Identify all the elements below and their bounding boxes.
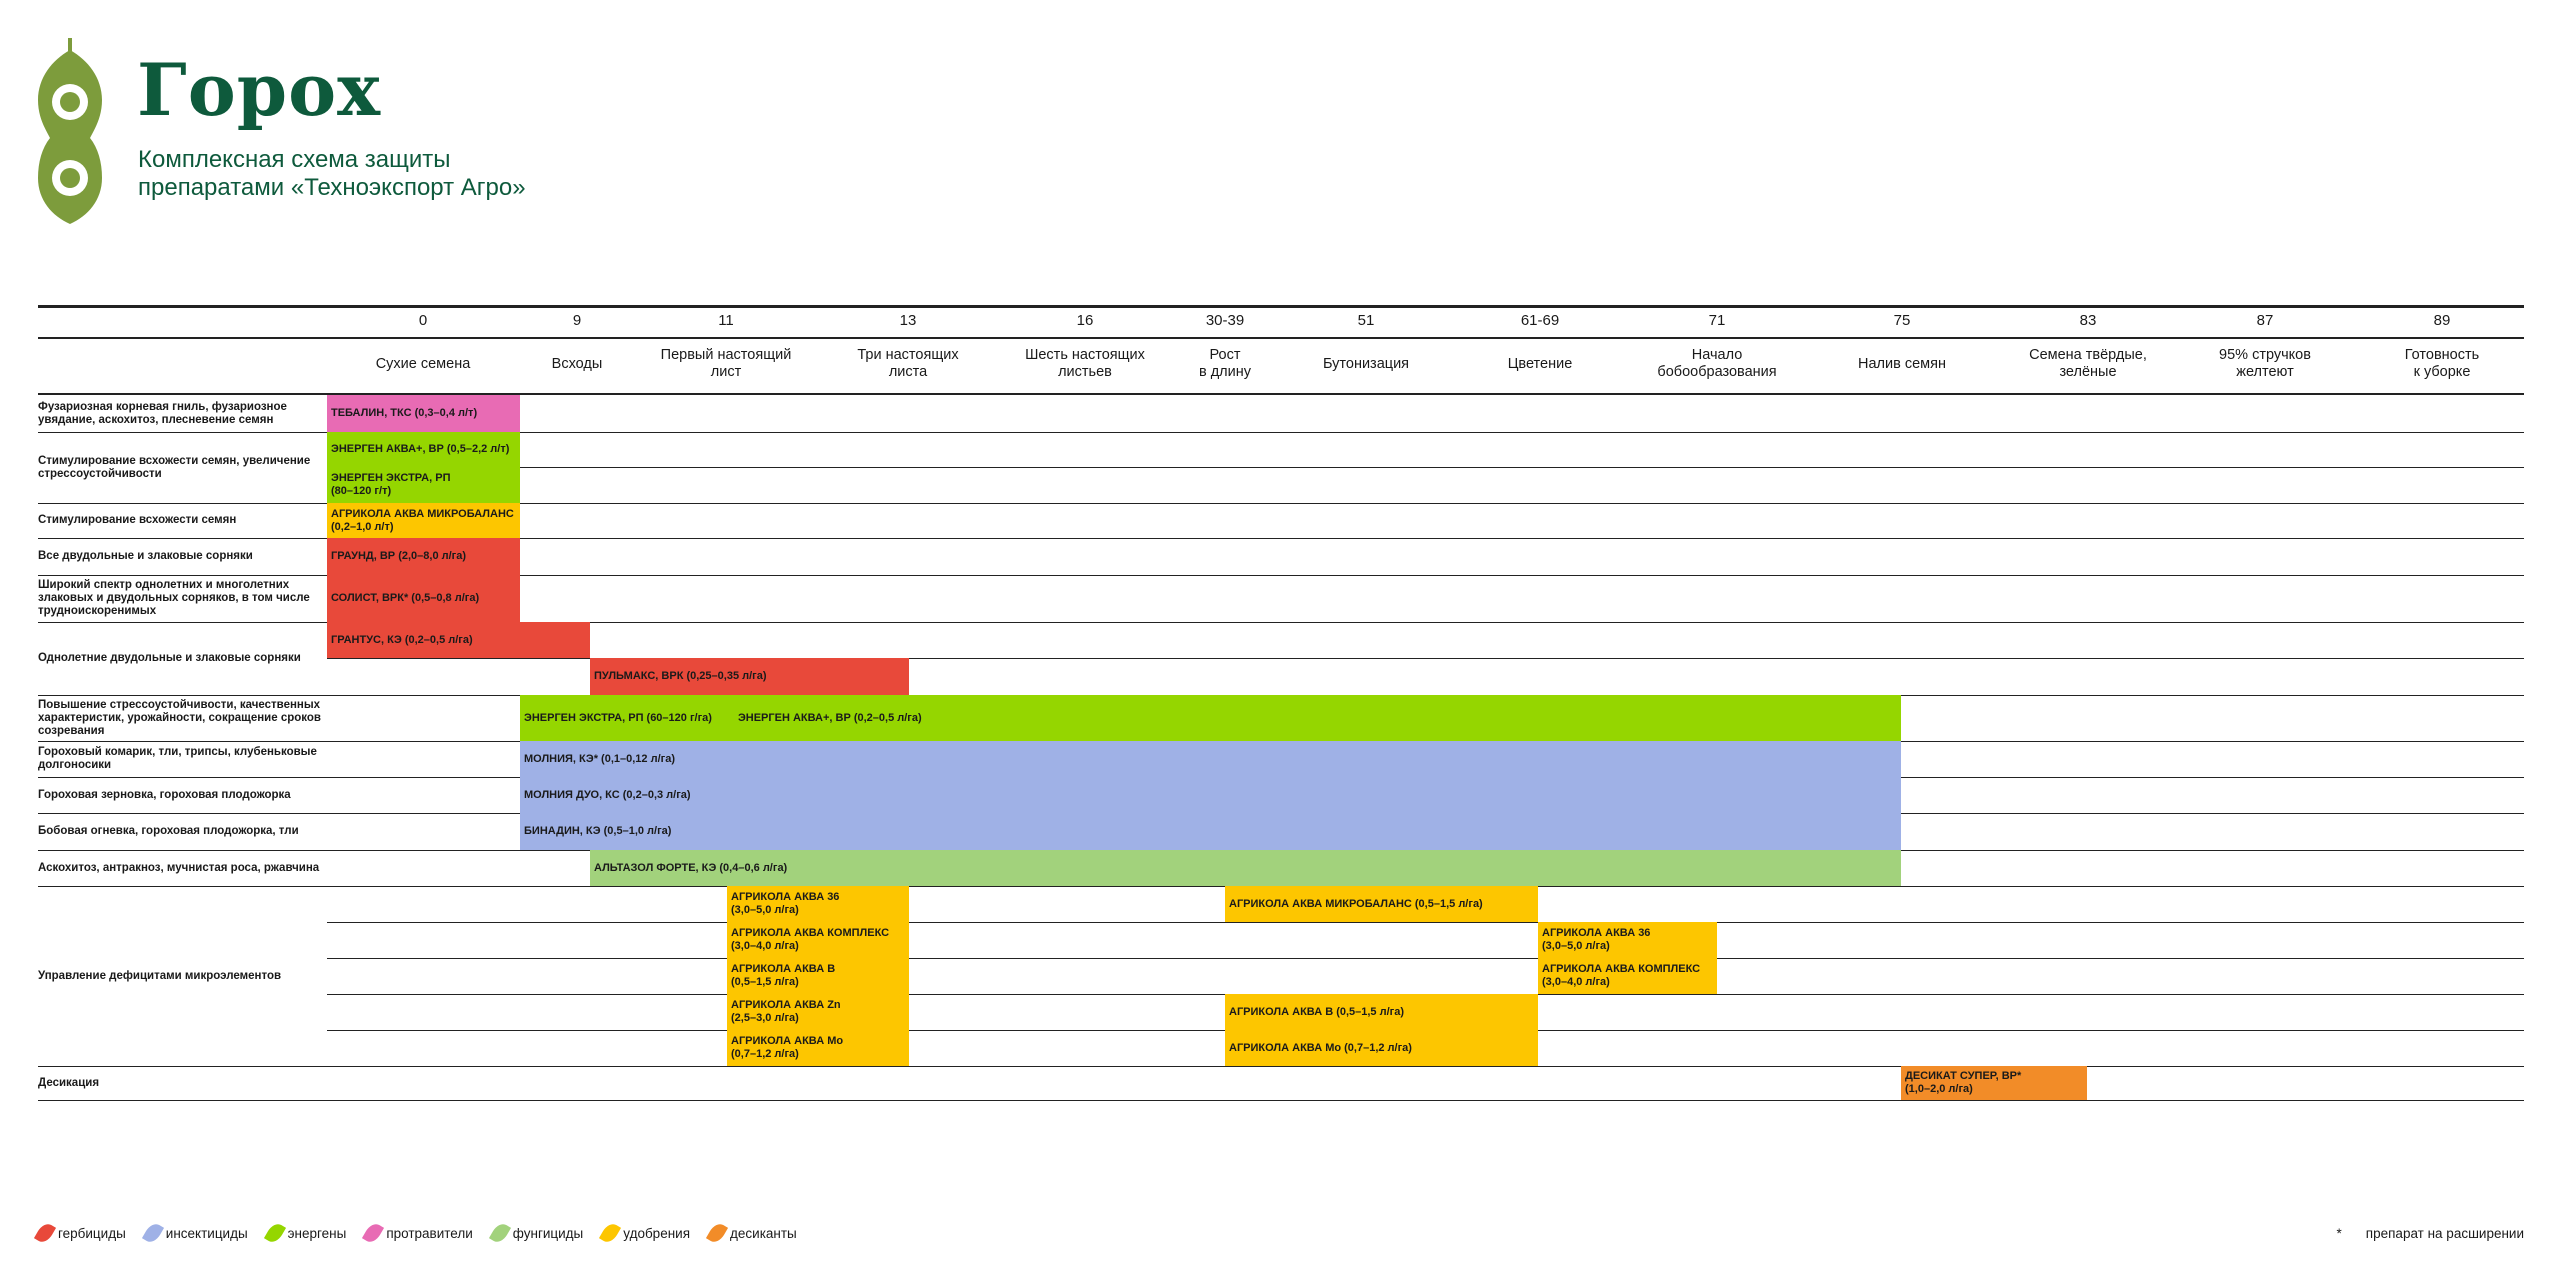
stage-name: 95% стручков желтеют xyxy=(2219,347,2311,380)
leaf-icon xyxy=(706,1221,728,1245)
leaf-icon xyxy=(264,1221,286,1245)
leaf-icon xyxy=(142,1221,164,1245)
treatment-label: АГРИКОЛА АКВА МИКРОБАЛАНС (0,2–1,0 л/т) xyxy=(331,507,514,533)
treatment-label: АГРИКОЛА АКВА Zn (2,5–3,0 л/га) xyxy=(731,999,841,1024)
treatment-label: АГРИКОЛА АКВА КОМПЛЕКС (3,0–4,0 л/га) xyxy=(1542,963,1701,988)
row-divider xyxy=(38,1100,2524,1101)
treatment-label: ЭНЕРГЕН АКВА+, ВР (0,5–2,2 л/т) xyxy=(331,443,510,455)
treatment-label: АГРИКОЛА АКВА КОМПЛЕКС (3,0–4,0 л/га) xyxy=(731,927,890,952)
stage-name: Всходы xyxy=(551,355,603,372)
table-rule xyxy=(38,337,2524,339)
stage-code: 83 xyxy=(2079,312,2097,329)
treatment-label: АГРИКОЛА АКВА МИКРОБАЛАНС (0,5–1,5 л/га) xyxy=(1229,897,1483,910)
task-label: Широкий спектр однолетних и многолетних злаковых и двудольных сорняков, в том числе трудноискоренимых xyxy=(38,579,310,617)
task-label: Фузариозная корневая гниль, фузариозное увядание, аскохитоз, плесневение семян xyxy=(38,400,287,426)
task-label: Гороховая зерновка, гороховая плодожорка xyxy=(38,788,291,801)
legend-item xyxy=(268,1223,347,1243)
stage-name: Цветение xyxy=(1507,355,1573,372)
treatment-bar[interactable] xyxy=(1538,922,1717,958)
row-divider xyxy=(38,1066,2524,1067)
treatment-bar[interactable] xyxy=(327,467,520,503)
treatment-label: АГРИКОЛА АКВА В (0,5–1,5 л/га) xyxy=(731,963,836,988)
treatment-bar[interactable] xyxy=(520,695,1901,741)
stage-code: 51 xyxy=(1357,312,1375,329)
treatment-bar[interactable] xyxy=(1225,886,1538,922)
subtitle-line: Комплексная схема защиты xyxy=(138,146,451,173)
treatment-bar[interactable] xyxy=(1538,958,1717,994)
stage-name: Первый настоящий лист xyxy=(660,347,792,380)
treatment-label: ГРАНТУС, КЭ (0,2–0,5 л/га) xyxy=(331,633,473,646)
task-label: Гороховый комарик, тли, трипсы, клубеньковые долгоносики xyxy=(38,746,317,771)
stage-name: Сухие семена xyxy=(375,355,471,372)
treatment-bar[interactable] xyxy=(327,395,520,432)
treatment-label: СОЛИСТ, ВРК* (0,5–0,8 л/га) xyxy=(331,592,480,604)
task-label: Управление дефицитами микроэлементов xyxy=(38,969,282,982)
subtitle-line: препаратами «Техноэкспорт Агро» xyxy=(138,174,526,201)
task-label: Бобовая огневка, гороховая плодожорка, тли xyxy=(38,825,299,837)
stage-code: 30-39 xyxy=(1205,312,1245,329)
treatment-label: ЭНЕРГЕН АКВА+, ВР (0,2–0,5 л/га) xyxy=(737,711,922,724)
stage-name: Готовность к уборке xyxy=(2404,347,2480,380)
leaf-icon xyxy=(34,1221,56,1245)
legend-label: десиканты xyxy=(730,1225,797,1241)
stage-code: 89 xyxy=(2433,312,2451,329)
stage-code: 0 xyxy=(418,312,428,329)
treatment-label: ДЕСИКАТ СУПЕР, ВР* (1,0–2,0 л/га) xyxy=(1905,1070,2022,1095)
task-label: Аскохитоз, антракноз, мучнистая роса, ржавчина xyxy=(38,861,320,874)
table-rule xyxy=(38,305,2524,308)
legend-label: гербициды xyxy=(58,1225,126,1241)
treatment-label: АГРИКОЛА АКВА Мо (0,7–1,2 л/га) xyxy=(731,1035,844,1060)
legend-label: удобрения xyxy=(623,1225,691,1241)
legend-label: инсектициды xyxy=(165,1225,248,1241)
stage-name: Три настоящих листа xyxy=(857,347,959,380)
leaf-icon xyxy=(599,1221,621,1245)
stage-name: Семена твёрдые, зелёные xyxy=(2029,347,2147,380)
task-label: Все двудольные и злаковые сорняки xyxy=(38,550,253,562)
row-divider xyxy=(327,467,2524,468)
treatment-bar[interactable] xyxy=(1225,994,1538,1030)
treatment-bar[interactable] xyxy=(520,777,1901,813)
row-divider xyxy=(327,958,2524,959)
treatment-bar[interactable] xyxy=(1901,1066,2087,1100)
row-divider xyxy=(327,922,2524,923)
stage-code: 87 xyxy=(2256,312,2274,329)
treatment-label: АГРИКОЛА АКВА Мо (0,7–1,2 л/га) xyxy=(1229,1041,1412,1054)
stage-code: 11 xyxy=(718,312,734,329)
treatment-bar[interactable] xyxy=(727,994,909,1030)
page-title: Горох xyxy=(137,47,382,132)
legend xyxy=(38,1222,817,1244)
treatment-label: ПУЛЬМАКС, ВРК (0,25–0,35 л/га) xyxy=(594,670,767,682)
stage-code: 61-69 xyxy=(1520,312,1560,329)
task-label: Десикация xyxy=(38,1076,100,1089)
task-label: Повышение стрессоустойчивости, качественных характеристик, урожайности, сокращение сроков созревания xyxy=(38,698,321,737)
treatment-bar[interactable] xyxy=(327,538,520,575)
treatment-label: АГРИКОЛА АКВА 36 (3,0–5,0 л/га) xyxy=(1542,927,1651,952)
treatment-bar[interactable] xyxy=(727,886,909,922)
legend-item xyxy=(38,1223,126,1243)
stage-code: 71 xyxy=(1708,312,1726,329)
task-label: Однолетние двудольные и злаковые сорняки xyxy=(38,652,301,664)
treatment-bar[interactable] xyxy=(327,503,520,538)
treatment-label: МОЛНИЯ ДУО, КС (0,2–0,3 л/га) xyxy=(524,788,691,801)
task-label: Стимулирование всхожести семян, увеличение стрессоустойчивости xyxy=(38,454,311,480)
treatment-bar[interactable] xyxy=(327,575,520,622)
task-label: Стимулирование всхожести семян xyxy=(38,514,237,526)
stage-code: 16 xyxy=(1076,312,1094,329)
treatment-label: МОЛНИЯ, КЭ* (0,1–0,12 л/га) xyxy=(524,752,675,765)
treatment-bar[interactable] xyxy=(727,922,909,958)
treatment-bar[interactable] xyxy=(327,622,590,658)
stage-code: 9 xyxy=(572,312,582,329)
treatment-label: АЛЬТАЗОЛ ФОРТЕ, КЭ (0,4–0,6 л/га) xyxy=(594,861,788,874)
treatment-bar[interactable] xyxy=(327,432,520,467)
treatment-label: АГРИКОЛА АКВА В (0,5–1,5 л/га) xyxy=(1229,1005,1405,1018)
legend-item xyxy=(603,1223,690,1243)
legend-item xyxy=(493,1223,583,1243)
footnote xyxy=(2337,1222,2524,1244)
treatment-bar[interactable] xyxy=(520,813,1901,850)
treatment-label: БИНАДИН, КЭ (0,5–1,0 л/га) xyxy=(524,825,672,837)
treatment-label: ГРАУНД, ВР (2,0–8,0 л/га) xyxy=(331,550,467,562)
stage-name: Бутонизация xyxy=(1322,355,1410,372)
footnote-text: препарат на расширении xyxy=(2365,1225,2524,1241)
legend-item xyxy=(146,1223,248,1243)
stage-name: Начало бобообразования xyxy=(1657,347,1777,380)
treatment-label: ЭНЕРГЕН ЭКСТРА, РП (60–120 г/га) xyxy=(524,711,712,724)
treatment-label: АГРИКОЛА АКВА 36 (3,0–5,0 л/га) xyxy=(731,891,840,916)
treatment-bar[interactable] xyxy=(1225,1030,1538,1066)
stage-name: Рост в длину xyxy=(1198,347,1251,380)
legend-label: протравители xyxy=(386,1225,473,1241)
stage-name: Шесть настоящих листьев xyxy=(1025,347,1145,380)
footnote-mark: * xyxy=(2336,1225,2342,1241)
stage-name: Налив семян xyxy=(1858,355,1946,372)
leaf-icon xyxy=(489,1221,511,1245)
leaf-icon xyxy=(362,1221,384,1245)
legend-item xyxy=(710,1223,797,1243)
treatment-bar[interactable] xyxy=(727,1030,909,1066)
legend-label: энергены xyxy=(287,1225,347,1241)
stage-code: 75 xyxy=(1893,312,1911,329)
treatment-bar[interactable] xyxy=(590,658,909,695)
treatment-bar[interactable] xyxy=(520,741,1901,777)
legend-item xyxy=(366,1223,472,1243)
treatment-bar[interactable] xyxy=(590,850,1901,886)
treatment-bar[interactable] xyxy=(727,958,909,994)
treatment-label: ТЕБАЛИН, ТКС (0,3–0,4 л/т) xyxy=(331,407,478,419)
treatment-label: ЭНЕРГЕН ЭКСТРА, РП (80–120 г/т) xyxy=(331,472,451,497)
stage-code: 13 xyxy=(899,312,917,329)
legend-label: фунгициды xyxy=(512,1225,584,1241)
